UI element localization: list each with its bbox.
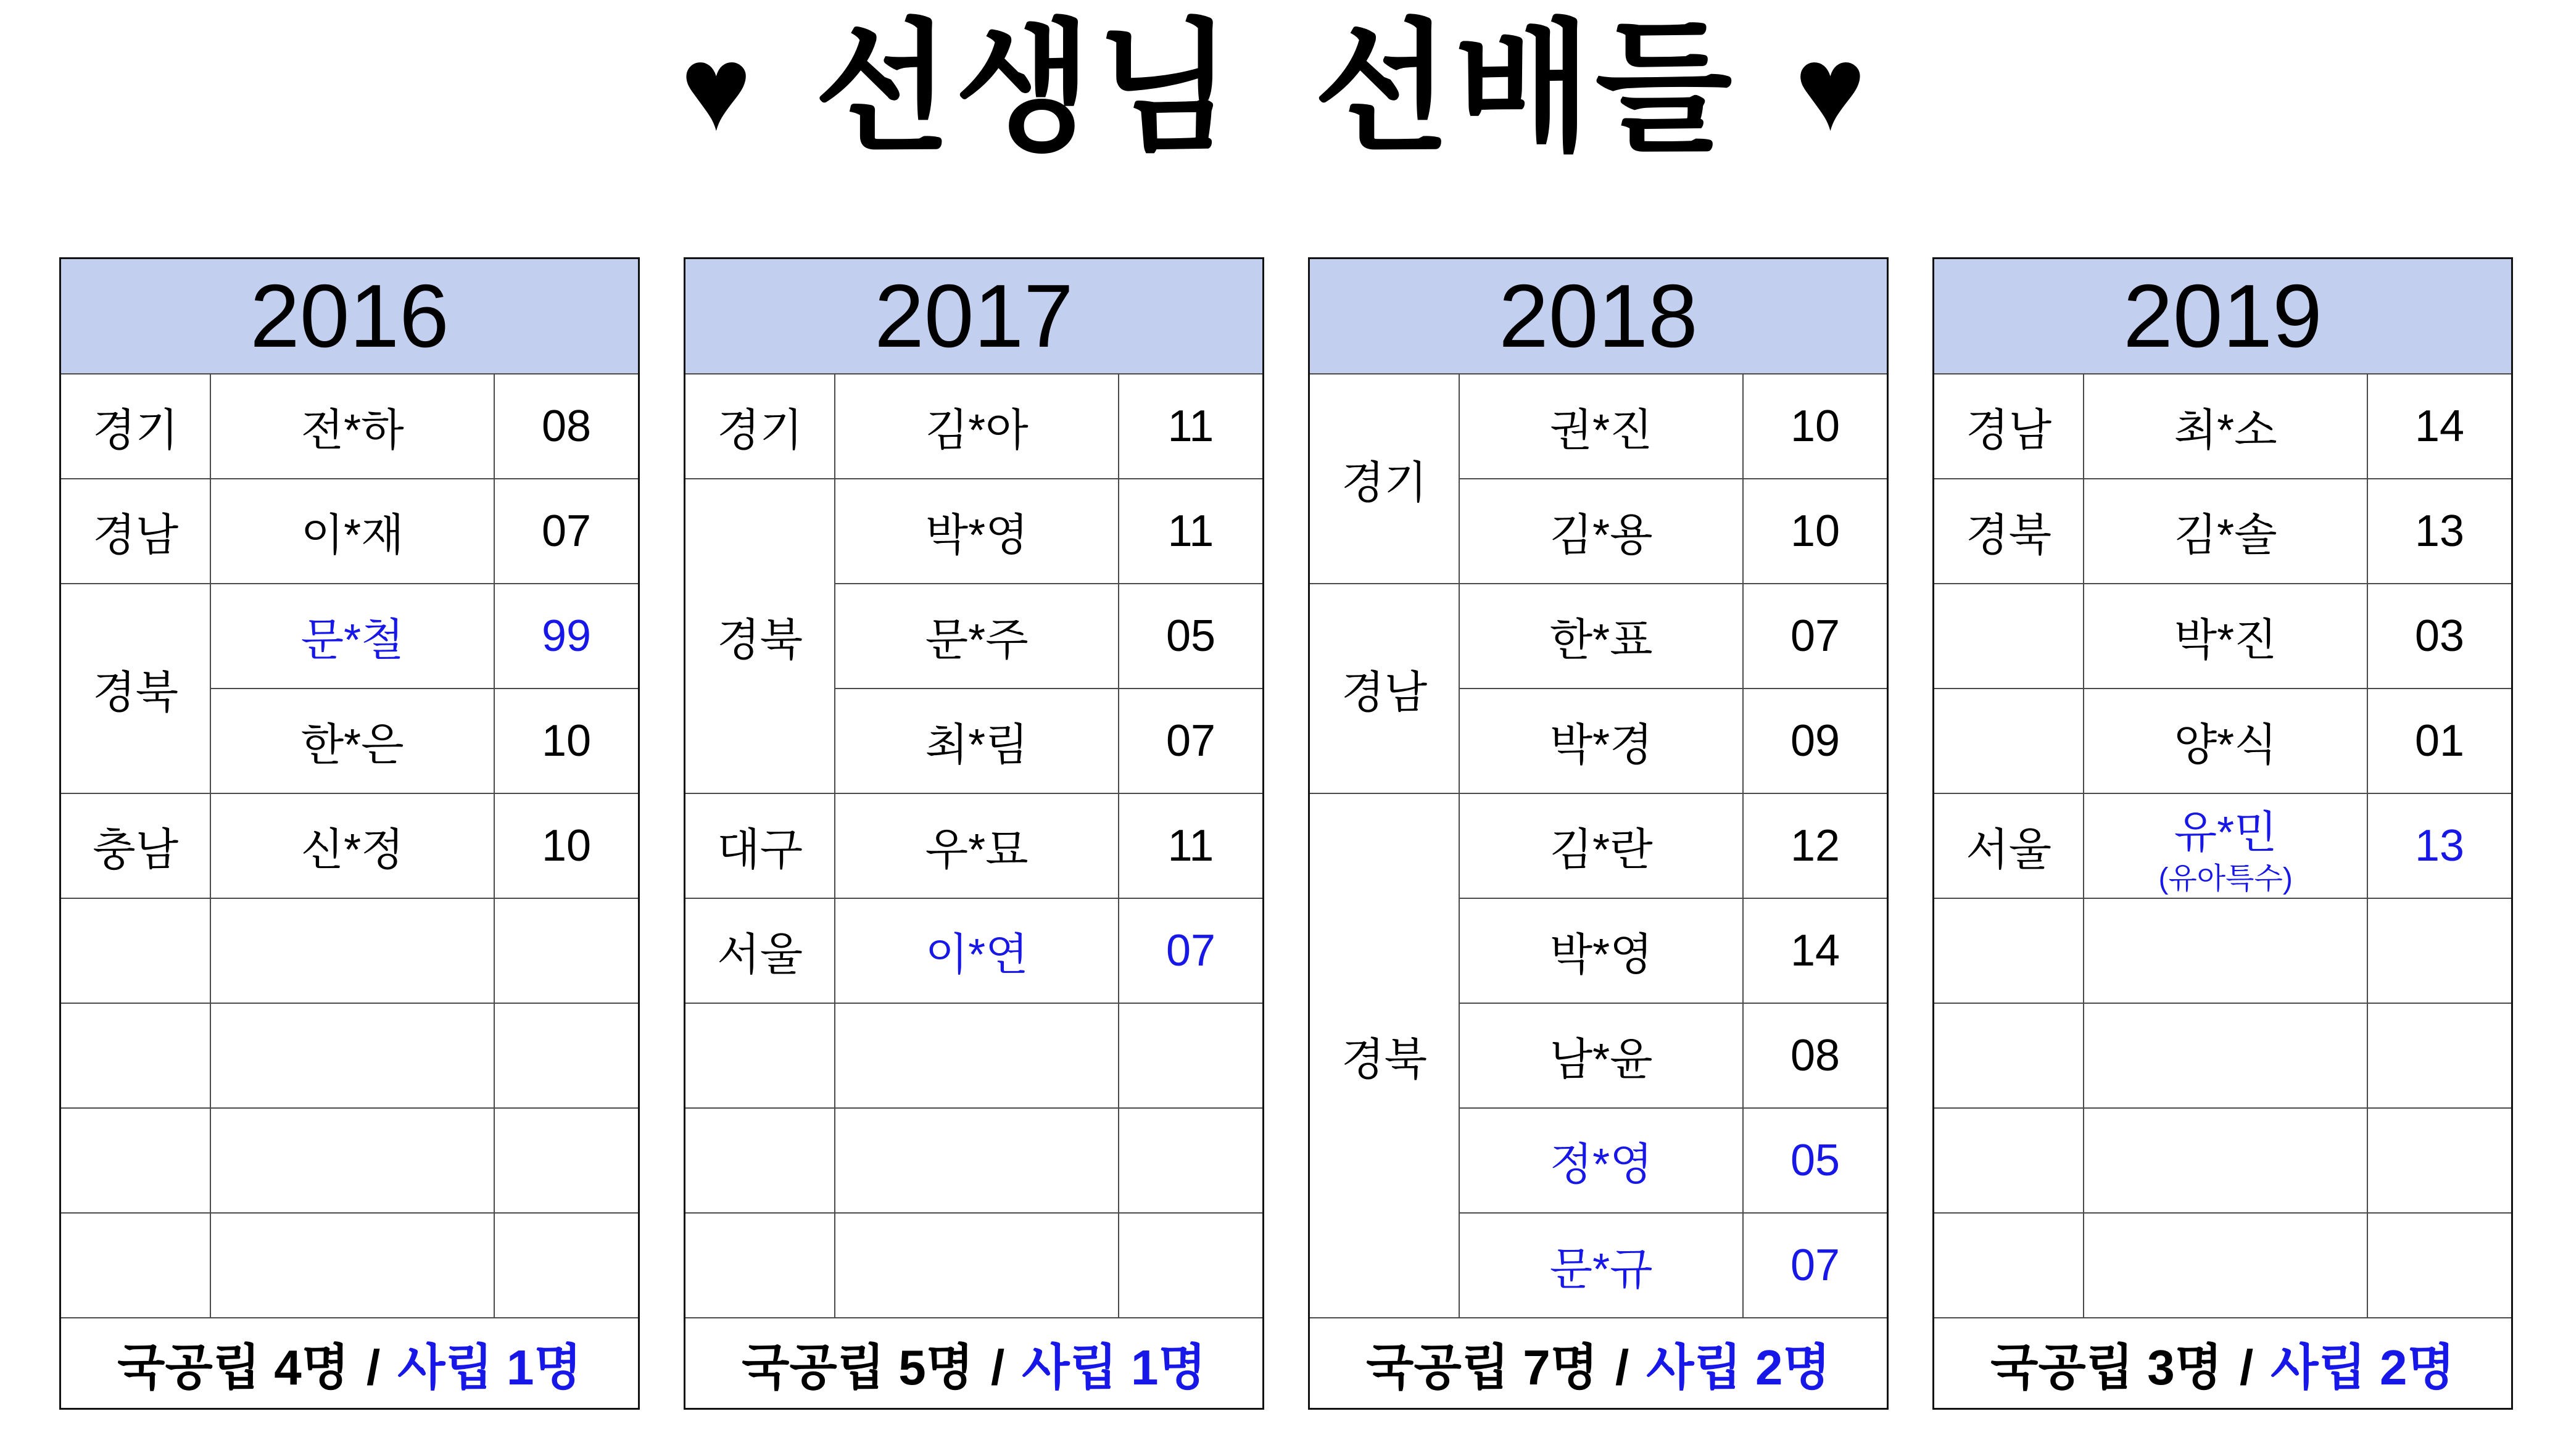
region-cell (60, 793, 211, 898)
name-cell-text: 한*표 (1549, 616, 1653, 665)
number-cell-text: 05 (1790, 1136, 1840, 1185)
name-cell (1459, 479, 1743, 584)
name-cell (1459, 793, 1743, 898)
year-header: 2018 (1309, 259, 1888, 374)
table-row (1934, 1108, 2512, 1213)
region-cell (1934, 1213, 2084, 1318)
number-cell-text: 07 (1165, 926, 1216, 975)
table-row (1934, 898, 2512, 1003)
public-count: 국공립 4명 (117, 1340, 350, 1395)
number-cell-text: 14 (1790, 926, 1840, 975)
name-cell (835, 374, 1119, 479)
region-cell (1934, 1108, 2084, 1213)
number-cell-text: 99 (541, 611, 592, 661)
number-cell (1119, 689, 1264, 793)
name-cell (2084, 793, 2367, 898)
number-cell (2367, 374, 2512, 479)
name-cell (1459, 898, 1743, 1003)
name-cell (2084, 584, 2367, 689)
heart-icon-right: ♥ (1794, 21, 1870, 156)
number-cell (1743, 1003, 1888, 1108)
region-cell (60, 898, 211, 1003)
region-cell (60, 374, 211, 479)
region-cell-text: 경남 (93, 511, 179, 560)
number-cell (494, 584, 639, 689)
region-cell (1934, 898, 2084, 1003)
year-header: 2019 (1934, 259, 2512, 374)
region-cell-text: 경북 (717, 616, 803, 665)
number-cell-text: 10 (541, 821, 592, 871)
region-cell (685, 479, 835, 793)
summary-footer (1309, 1318, 1888, 1409)
region-cell-text: 대구 (717, 825, 803, 875)
name-cell (835, 1108, 1119, 1213)
summary-footer (60, 1318, 639, 1409)
table-row (685, 374, 1264, 479)
number-cell-text: 03 (2414, 611, 2465, 661)
name-cell-text: 김*용 (1549, 511, 1653, 560)
region-cell (1934, 793, 2084, 898)
name-cell-text: 문*규 (1549, 1245, 1653, 1294)
region-cell (1934, 584, 2084, 689)
number-cell (494, 1108, 639, 1213)
number-cell-text: 09 (1790, 716, 1840, 766)
name-subtext: (유아특수) (2158, 862, 2293, 895)
name-cell (1459, 1003, 1743, 1108)
name-cell (210, 584, 494, 689)
number-cell-text: 11 (1167, 507, 1214, 556)
name-cell (835, 1003, 1119, 1108)
number-cell-text: 07 (1165, 716, 1216, 766)
name-cell-text: 양*식 (2174, 721, 2277, 770)
number-cell-text: 13 (2414, 821, 2465, 871)
table-2018 (1308, 257, 1889, 1410)
table-row (60, 1003, 639, 1108)
name-cell (210, 793, 494, 898)
number-cell (1743, 898, 1888, 1003)
name-cell (2084, 689, 2367, 793)
name-cell (835, 584, 1119, 689)
name-cell-text: 정*영 (1549, 1140, 1653, 1189)
region-cell-text: 경남 (1966, 406, 2052, 455)
page-title-text: 선생님 선배들 (814, 9, 1736, 167)
name-cell-text: 최*림 (925, 721, 1029, 770)
region-cell (60, 1003, 211, 1108)
public-count: 국공립 5명 (742, 1340, 974, 1395)
name-cell (210, 689, 494, 793)
region-cell (685, 374, 835, 479)
separator: / (366, 1340, 381, 1395)
name-cell-text: 최*소 (2174, 406, 2277, 455)
separator: / (2240, 1340, 2254, 1395)
region-cell (685, 1003, 835, 1108)
name-cell (210, 1108, 494, 1213)
year-tables-row (59, 257, 2513, 1410)
region-cell (1934, 1003, 2084, 1108)
number-cell-text: 11 (1167, 402, 1214, 451)
region-cell (1934, 689, 2084, 793)
name-cell (2084, 479, 2367, 584)
number-cell-text: 10 (541, 716, 592, 766)
number-cell (1743, 1213, 1888, 1318)
number-cell-text: 07 (1790, 611, 1840, 661)
name-cell (835, 479, 1119, 584)
number-cell (494, 374, 639, 479)
number-cell (1119, 374, 1264, 479)
table-row (60, 584, 639, 689)
name-cell (2084, 1213, 2367, 1318)
table-row (60, 793, 639, 898)
number-cell-text: 08 (541, 402, 592, 451)
number-cell (494, 479, 639, 584)
table-2019 (1932, 257, 2513, 1410)
number-cell-text: 05 (1165, 611, 1216, 661)
table-row (60, 898, 639, 1003)
number-cell-text: 14 (2414, 402, 2465, 451)
number-cell (1743, 374, 1888, 479)
name-cell-text: 박*영 (1549, 930, 1653, 980)
name-cell-text: 이*연 (925, 930, 1029, 980)
name-cell (1459, 584, 1743, 689)
private-count: 사립 1명 (397, 1340, 582, 1395)
table-row (1309, 374, 1888, 479)
number-cell (1743, 689, 1888, 793)
name-cell-text: 유*민 (2174, 808, 2277, 858)
name-cell-text: 박*진 (2174, 616, 2277, 665)
name-cell-text: 문*철 (300, 616, 404, 665)
year-table-2017 (684, 257, 1264, 1410)
private-count: 사립 1명 (1022, 1340, 1206, 1395)
table-row (1934, 374, 2512, 479)
number-cell (2367, 898, 2512, 1003)
name-cell (210, 898, 494, 1003)
name-cell-text: 우*묘 (925, 825, 1029, 875)
region-cell (685, 1213, 835, 1318)
region-cell-text: 충남 (93, 825, 179, 875)
region-cell (1934, 374, 2084, 479)
number-cell (494, 898, 639, 1003)
table-row (685, 898, 1264, 1003)
table-row (685, 1213, 1264, 1318)
region-cell (685, 1108, 835, 1213)
number-cell-text: 12 (1790, 821, 1840, 871)
separator: / (1615, 1340, 1629, 1395)
table-row (1934, 689, 2512, 793)
region-cell (60, 479, 211, 584)
number-cell-text: 10 (1790, 402, 1840, 451)
region-cell (685, 898, 835, 1003)
region-cell-text: 서울 (717, 930, 803, 980)
name-cell-text: 박*영 (925, 511, 1029, 560)
number-cell-text: 08 (1790, 1031, 1840, 1080)
name-cell (1459, 374, 1743, 479)
name-cell-text: 권*진 (1549, 406, 1653, 455)
name-cell (210, 1003, 494, 1108)
number-cell (494, 1003, 639, 1108)
region-cell (60, 584, 211, 793)
name-cell (2084, 1003, 2367, 1108)
public-count: 국공립 7명 (1366, 1340, 1599, 1395)
region-cell-text: 경북 (1966, 511, 2052, 560)
name-cell (210, 374, 494, 479)
number-cell (1119, 1108, 1264, 1213)
name-cell (1459, 1213, 1743, 1318)
table-row (1309, 584, 1888, 689)
number-cell-text: 01 (2414, 716, 2465, 766)
number-cell (1743, 584, 1888, 689)
separator: / (991, 1340, 1005, 1395)
number-cell (1119, 1213, 1264, 1318)
name-cell (835, 793, 1119, 898)
table-2016 (59, 257, 640, 1410)
table-row (1934, 793, 2512, 898)
table-row (60, 1213, 639, 1318)
number-cell (494, 689, 639, 793)
region-cell (1934, 479, 2084, 584)
year-table-2016 (59, 257, 640, 1410)
number-cell (1119, 479, 1264, 584)
region-cell-text: 서울 (1966, 825, 2052, 875)
page-title (0, 9, 2550, 167)
name-cell (1459, 689, 1743, 793)
table-row (1934, 479, 2512, 584)
number-cell (2367, 1108, 2512, 1213)
table-row (60, 374, 639, 479)
number-cell-text: 07 (1790, 1241, 1840, 1290)
year-table-2019 (1932, 257, 2513, 1410)
region-cell-text: 경기 (717, 406, 803, 455)
summary-footer (685, 1318, 1264, 1409)
name-cell (835, 689, 1119, 793)
region-cell-text: 경기 (1341, 458, 1428, 508)
table-row (685, 1108, 1264, 1213)
name-cell-text: 남*윤 (1549, 1035, 1653, 1085)
region-cell-text: 경북 (1341, 1035, 1428, 1085)
region-cell-text: 경기 (93, 406, 179, 455)
region-cell (60, 1108, 211, 1213)
region-cell (1309, 584, 1460, 793)
year-header: 2017 (685, 259, 1264, 374)
number-cell (1119, 898, 1264, 1003)
name-cell-text: 전*하 (300, 406, 404, 455)
number-cell (494, 793, 639, 898)
region-cell (60, 1213, 211, 1318)
number-cell-text: 11 (1167, 821, 1214, 871)
number-cell (2367, 1213, 2512, 1318)
number-cell (1119, 584, 1264, 689)
number-cell-text: 13 (2414, 507, 2465, 556)
table-row (685, 1003, 1264, 1108)
name-cell-text: 김*란 (1549, 825, 1653, 875)
year-header: 2016 (60, 259, 639, 374)
name-cell-text: 문*주 (925, 616, 1029, 665)
name-cell-text: 김*솔 (2174, 511, 2277, 560)
table-row (1934, 1003, 2512, 1108)
name-cell (210, 1213, 494, 1318)
number-cell (2367, 793, 2512, 898)
number-cell (2367, 689, 2512, 793)
table-row (685, 793, 1264, 898)
table-2017 (684, 257, 1264, 1410)
name-cell (2084, 374, 2367, 479)
name-cell-text: 한*은 (300, 721, 404, 770)
number-cell (2367, 479, 2512, 584)
number-cell (1119, 793, 1264, 898)
table-row (1934, 1213, 2512, 1318)
number-cell-text: 10 (1790, 507, 1840, 556)
name-cell (210, 479, 494, 584)
number-cell (1119, 1003, 1264, 1108)
name-cell (835, 898, 1119, 1003)
heart-icon-left: ♥ (680, 21, 756, 156)
number-cell (1743, 479, 1888, 584)
public-count: 국공립 3명 (1990, 1340, 2223, 1395)
name-cell-text: 이*재 (300, 511, 404, 560)
table-row (685, 479, 1264, 584)
number-cell (1743, 793, 1888, 898)
region-cell (1309, 793, 1460, 1318)
table-row (60, 479, 639, 584)
region-cell (685, 793, 835, 898)
region-cell-text: 경남 (1341, 668, 1428, 718)
year-table-2018 (1308, 257, 1889, 1410)
number-cell-text: 07 (541, 507, 592, 556)
table-row (60, 1108, 639, 1213)
name-cell (835, 1213, 1119, 1318)
name-cell (2084, 1108, 2367, 1213)
name-cell-text: 박*경 (1549, 721, 1653, 770)
number-cell (494, 1213, 639, 1318)
number-cell (2367, 1003, 2512, 1108)
number-cell (2367, 584, 2512, 689)
private-count: 사립 2명 (1646, 1340, 1831, 1395)
table-row (1309, 793, 1888, 898)
region-cell (1309, 374, 1460, 584)
private-count: 사립 2명 (2271, 1340, 2455, 1395)
region-cell-text: 경북 (93, 668, 179, 718)
name-cell-text: 신*정 (300, 825, 404, 875)
name-cell (2084, 898, 2367, 1003)
name-cell (1459, 1108, 1743, 1213)
table-row (1934, 584, 2512, 689)
summary-footer (1934, 1318, 2512, 1409)
name-cell-text: 김*아 (925, 406, 1029, 455)
number-cell (1743, 1108, 1888, 1213)
